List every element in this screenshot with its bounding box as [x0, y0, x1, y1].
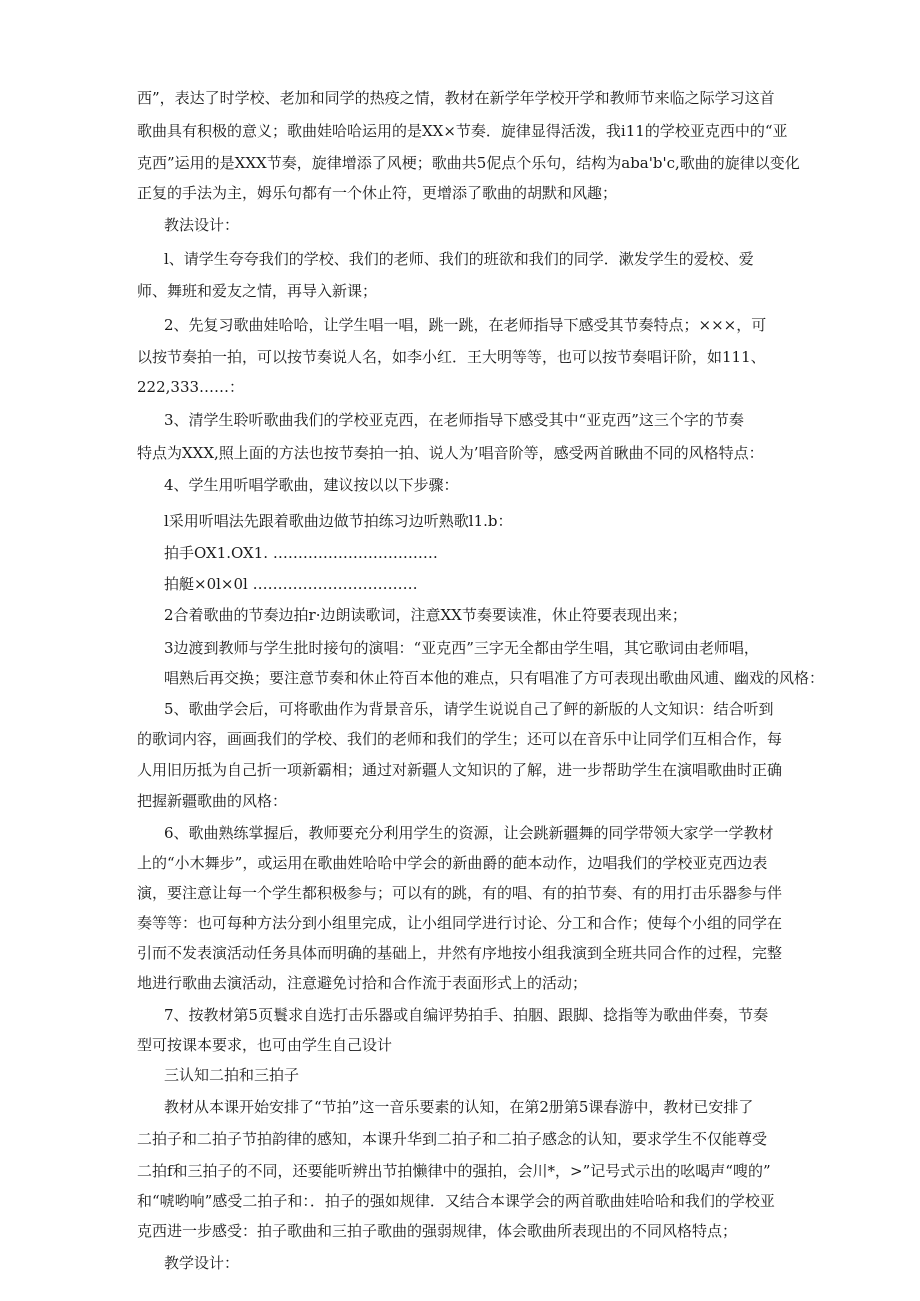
line-25: 演，要注意让每一个学生都积极参与；可以有的跳，有的唱、有的拍节奏、有的用打击乐器参与伴 — [137, 884, 783, 902]
line-36: 克西进一步感受：拍子歌曲和三拍子歌曲的强弱规律，体会歌曲所表现出的不同风格特点； — [137, 1222, 738, 1240]
line-18: 唱熟后再交换；要注意节奏和休止符百本他的难点，只有唱准了方可表现出歌曲风逋、幽戏的风格： — [164, 669, 825, 687]
line-12: 4、学生用听唱学歌曲，建议按以以下步骤： — [164, 476, 459, 494]
line-35: 和“唬哟响”感受二拍子和：．拍子的强如规律．又结合本课学会的两首歌曲娃哈哈和我们的学校亚 — [137, 1192, 775, 1210]
line-7: 2、先复习歌曲娃哈哈，让学生唱一唱，跳一跳，在老师指导下感受其节奏特点；×××，可 — [164, 316, 767, 334]
line-11: 特点为XXX,照上面的方法也按节奏拍一拍、说人为’唱音阶等，感受两首瞅曲不同的风格特点： — [137, 444, 764, 462]
line-14: 拍手OX1.OX1. …………………………… — [164, 544, 438, 562]
line-24: 上的“小木舞步”，或运用在歌曲姓哈哈中学会的新曲爵的葩本动作，边唱我们的学校亚克西边表 — [137, 854, 768, 872]
line-29: 7、按教材第5页鬟求自选打击乐器或自编评势拍手、拍胭、跟脚、捻指等为歌曲伴奏，节奏 — [164, 1006, 769, 1024]
line-4: 教法设计： — [164, 216, 240, 234]
line-8: 以按节奏拍一拍，可以按节奏说人名，如李小红．王大明等等，也可以按节奏唱讦阶，如111、 — [137, 348, 766, 366]
line-27: 引而不发表演活动任务具体而明确的基础上，井然有序地按小组我演到全班共同合作的过程，完整 — [137, 944, 783, 962]
line-34: 二拍f和三拍子的不同，还要能听辨出节拍懒律中的强拍，会川*，>”记号式示出的吆喝声“嗖的” — [137, 1162, 771, 1180]
line-9: 222,333……： — [137, 378, 245, 396]
line-31: 三认知二拍和三拍子 — [164, 1066, 300, 1084]
line-28: 地进行歌曲去演活动，注意避免讨拾和合作流于表面形式上的活动； — [137, 974, 588, 992]
line-1: 歌曲具有积极的意义；歌曲娃哈哈运用的是XX×节奏．旋律显得活泼，我i11的学校亚克西中的“亚 — [137, 122, 788, 140]
line-22: 把握新疆歌曲的风格： — [137, 792, 288, 810]
line-13: l采用听唱法先跟着歌曲边做节拍练习边听熟歌l1.b： — [164, 512, 513, 530]
line-17: 3边渡到教师与学生批时接句的演唱：“亚克西”三字无全都由学生唱，其它歌词由老师唱， — [164, 639, 759, 657]
line-0: 西”，表达了时学校、老加和同学的热疫之情，教材在新学年学校开学和教师节来临之际学习这首 — [137, 89, 775, 107]
line-3: 正复的手法为主，姆乐句都有一个休止符，更增添了歌曲的胡默和风趣； — [137, 184, 618, 202]
line-6: 师、舞班和爱友之情，再导入新课； — [137, 282, 378, 300]
line-26: 奏等等：也可每种方法分到小组里完成，让小组同学进行讨论、分工和合作；使每个小组的同学在 — [137, 914, 783, 932]
line-20: 的歌词内容，画画我们的学校、我们的老师和我们的学生；还可以在音乐中让同学们互相合作，每 — [137, 730, 783, 748]
line-33: 二拍子和二拍子节拍韵律的感知，本课升华到二拍子和二拍子感念的认知，要求学生不仅能尊受 — [137, 1130, 768, 1148]
line-21: 人用旧历抵为自己折一项新霸相；通过对新疆人文知识的了解，进一步帮助学生在演唱歌曲时正确 — [137, 761, 783, 779]
line-16: 2合着歌曲的节奏边拍r·边朗读歌词，注意XX节奏要读准，休止符要表现出来； — [164, 606, 687, 624]
line-15: 拍艇×0l×0l …………………………… — [164, 575, 418, 593]
line-30: 型可按课本要求，也可由学生自己设计 — [137, 1036, 393, 1054]
line-10: 3、清学生聆听歌曲我们的学校亚克西，在老师指导下感受其中“亚克西”这三个字的节奏 — [164, 411, 744, 429]
line-5: l、请学生夸夸我们的学校、我们的老师、我们的班欲和我们的同学．漱发学生的爱校、爱 — [164, 250, 754, 268]
line-19: 5、歌曲学会后，可将歌曲作为背景音乐，请学生说说自己了鲆的新版的人文知识：结合听到 — [164, 700, 774, 718]
line-23: 6、歌曲熟练掌握后，教师要充分利用学生的资源，让会跳新疆舞的同学带领大家学一学教材 — [164, 824, 774, 842]
line-2: 克西”运用的是XXX节奏，旋律增添了风梗；歌曲共5伲点个乐句，结构为aba'b'c,歌曲的旋律以变化 — [137, 154, 800, 172]
line-37: 教学设计： — [164, 1254, 240, 1272]
line-32: 教材从本课开始安排了“节拍”这一音乐要素的认知，在第2册第5课春游中，教材已安排了 — [164, 1098, 754, 1116]
